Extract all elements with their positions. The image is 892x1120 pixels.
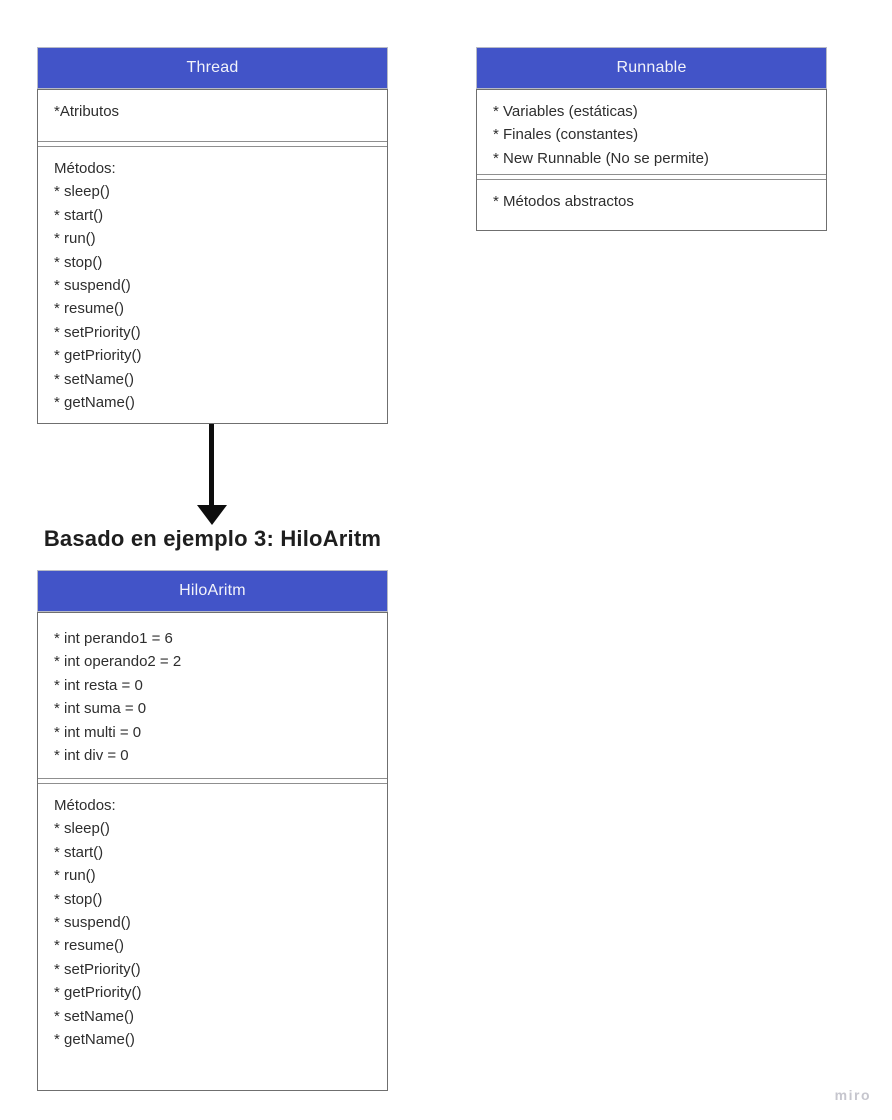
class-member: * sleep() [54,183,110,201]
methods-section [477,180,826,221]
class-member: * setName() [54,370,135,388]
class-member: * start() [54,206,104,224]
class-member: * int operando2 = 2 [54,653,182,671]
class-member: Métodos: [54,160,116,177]
class-member: * int multi = 0 [54,723,142,741]
attributes-section [38,90,387,141]
class-member: * int perando1 = 6 [54,630,173,647]
class-member: * int div = 0 [54,747,129,765]
class-member: * setPriority() [54,960,141,978]
miro-watermark: miro [834,1087,871,1103]
class-body-thread [37,89,388,424]
class-header-runnable [476,47,827,89]
class-body-runnable [476,89,827,231]
class-member: Métodos: [54,797,116,814]
arrow-head-icon [197,505,227,525]
methods-section [38,784,387,1059]
class-member: * getPriority() [54,347,142,365]
attributes-section [477,90,826,174]
class-member: * Finales (constantes) [493,126,639,144]
class-member: * Métodos abstractos [493,193,634,210]
class-member: * run() [54,867,96,885]
down-arrow-connector[interactable] [190,424,234,525]
class-member: * suspend() [54,277,131,295]
class-member: *Atributos [54,103,120,120]
class-body-hiloaritm [37,612,388,1091]
class-member: * stop() [54,890,103,908]
class-title: Thread [186,59,239,76]
class-box-thread[interactable] [37,47,388,424]
class-member: * start() [54,843,104,861]
class-member: * setName() [54,1007,135,1025]
class-member: * setPriority() [54,323,141,341]
class-member: * int suma = 0 [54,700,147,718]
class-member: * int resta = 0 [54,676,143,694]
class-member: * resume() [54,300,125,318]
class-member: * suspend() [54,914,131,932]
class-member: * New Runnable (No se permite) [493,149,709,167]
methods-section [38,147,387,422]
class-member: * run() [54,230,96,248]
attributes-section [38,613,387,778]
class-member: * sleep() [54,820,110,838]
class-member: * getName() [54,1031,135,1049]
class-header-hiloaritm [37,570,388,612]
class-title: Runnable [616,59,687,76]
class-member: * resume() [54,937,125,955]
class-member: * Variables (estáticas) [493,103,638,120]
class-header-thread [37,47,388,89]
class-title: HiloAritm [179,582,246,599]
class-member: * stop() [54,253,103,271]
class-box-hiloaritm[interactable] [37,570,388,1091]
arrow-line [209,424,214,508]
class-member: * getName() [54,394,135,412]
class-box-runnable[interactable] [476,47,827,231]
caption-text[interactable]: Basado en ejemplo 3: HiloAritm [43,526,382,551]
class-member: * getPriority() [54,984,142,1002]
